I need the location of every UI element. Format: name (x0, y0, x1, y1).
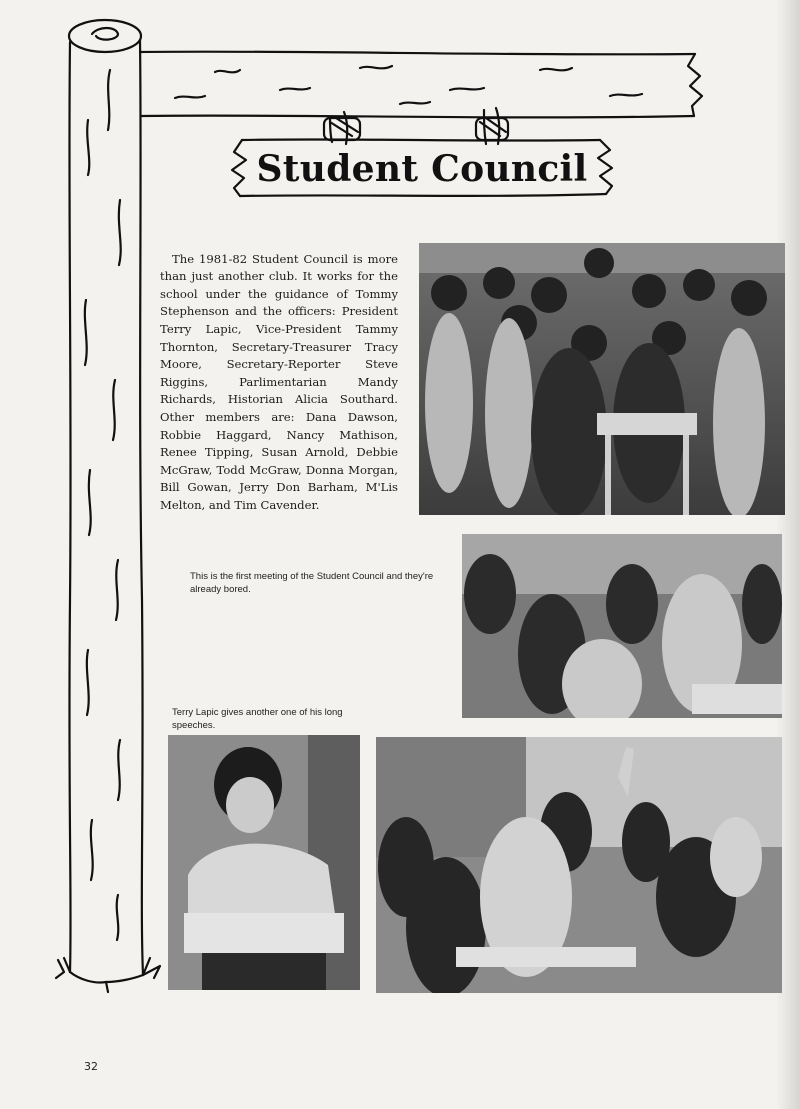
caption-speeches: Terry Lapic gives another one of his long speeches. (172, 706, 343, 731)
classroom-students-photo (376, 737, 782, 993)
caption-first-meeting: This is the first meeting of the Student Council and they're already bored. (190, 570, 434, 595)
page-title: Student Council (256, 148, 588, 190)
speaker-at-lectern-photo (168, 735, 360, 990)
bored-students-photo (462, 534, 782, 718)
article-body-text: The 1981-82 Student Council is more than just another club. It works for the school under the guidance of Tommy Stephenson and the officers: President Terry Lapic, Vice-President Tammy Thornton, Secretary-Treasurer Tracy Moore, Secretary-Reporter Steve Riggins, Parlimentarian Mandy Richards, Historian Alicia Southard. Other members are: Dana Dawson, Robbie Haggard, Nancy Mathison, Renee Tipping, Susan Arnold, Debbie McGraw, Todd McGraw, Donna Morgan, Bill Gowan, Jerry Don Barham, M'Lis Melton, and Tim Cavender. (160, 251, 398, 512)
page-number: 32 (84, 1060, 98, 1073)
group-meeting-photo (419, 243, 785, 515)
